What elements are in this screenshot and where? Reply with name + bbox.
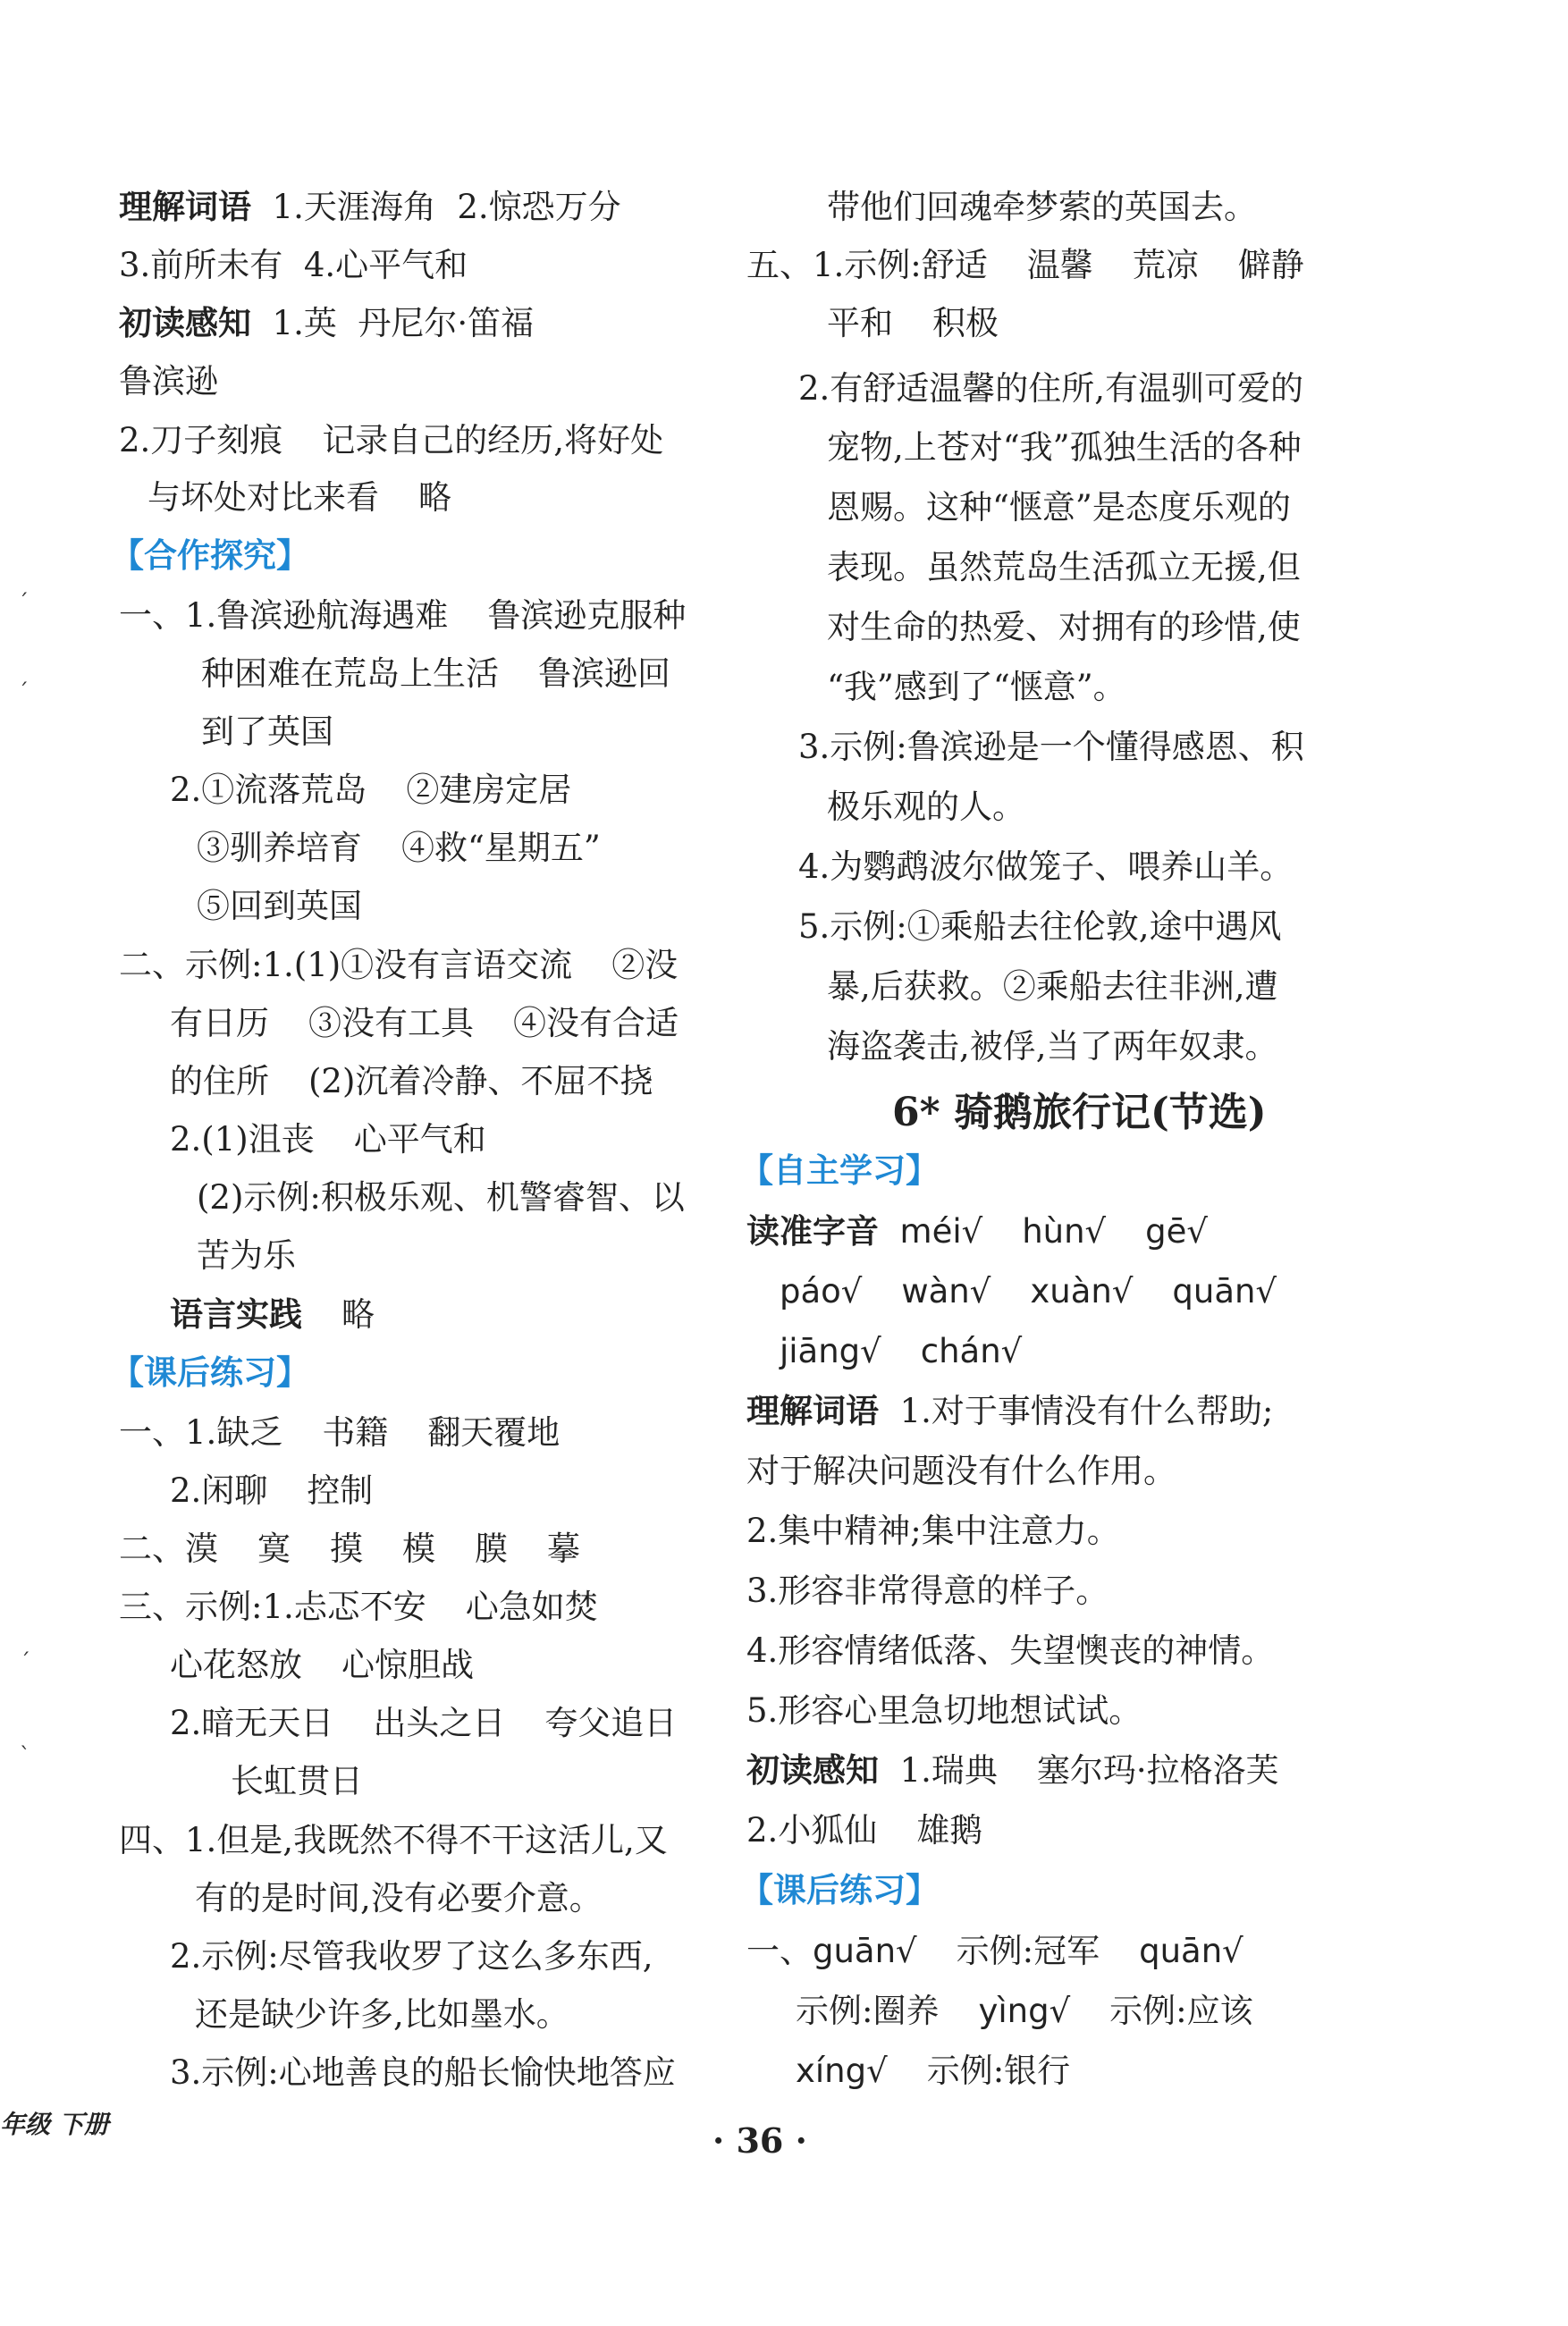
label-chudu: 初读感知 bbox=[119, 304, 251, 342]
right-line-27: 一、guān√ 示例:冠军 quān√ bbox=[746, 1932, 1243, 1970]
right-line-22: 3.形容非常得意的样子。 bbox=[746, 1572, 1109, 1610]
right-line-21: 2.集中精神;集中注意力。 bbox=[746, 1512, 1120, 1550]
left-line-19: 语言实践 略 bbox=[170, 1295, 375, 1334]
left-line-21: 2.闲聊 控制 bbox=[170, 1471, 374, 1510]
left-line-25: 2.暗无天日 出头之日 夸父追日 bbox=[170, 1704, 678, 1742]
left-line-12: ⑤回到英国 bbox=[197, 887, 362, 925]
section-kehoulianxi-right: 【课后练习】 bbox=[740, 1871, 939, 1909]
grade-label: 年级 下册 bbox=[0, 2110, 109, 2139]
left-line-23: 三、示例:1.忐忑不安 心急如焚 bbox=[119, 1588, 598, 1626]
left-line-28: 有的是时间,没有必要介意。 bbox=[195, 1879, 603, 1917]
right-line-3: 平和 积极 bbox=[827, 304, 999, 342]
right-line-9: “我”感到了“惬意”。 bbox=[827, 668, 1126, 706]
margin-mark: ˋ bbox=[20, 1743, 30, 1768]
left-line-17: (2)示例:积极乐观、机警睿智、以 bbox=[197, 1178, 685, 1217]
label-lijieciyu: 理解词语 bbox=[119, 188, 251, 226]
right-line-2: 五、1.示例:舒适 温馨 荒凉 僻静 bbox=[746, 246, 1304, 284]
lesson-title: 6* 骑鹅旅行记(节选) bbox=[892, 1090, 1267, 1135]
page-number: · 36 · bbox=[712, 2120, 807, 2161]
left-line-30: 还是缺少许多,比如墨水。 bbox=[195, 1995, 569, 2034]
left-line-14: 有日历 ③没有工具 ④没有合适 bbox=[170, 1004, 679, 1042]
right-line-26: 2.小狐仙 雄鹅 bbox=[746, 1811, 983, 1850]
left-line-29: 2.示例:尽管我收罗了这么多东西, bbox=[170, 1937, 653, 1976]
left-line-9: 到了英国 bbox=[201, 712, 333, 751]
left-line-26: 长虹贯日 bbox=[231, 1762, 363, 1800]
left-line-7: 一、1.鲁滨逊航海遇难 鲁滨逊克服种 bbox=[119, 596, 687, 635]
right-line-15: 海盗袭击,被俘,当了两年奴隶。 bbox=[827, 1027, 1278, 1066]
right-line-17: páo√ wàn√ xuàn√ quān√ bbox=[780, 1272, 1277, 1310]
left-line-22: 二、漠 寞 摸 模 膜 摹 bbox=[119, 1530, 580, 1568]
right-line-28: 示例:圈养 yìng√ 示例:应该 bbox=[796, 1992, 1253, 2030]
right-line-29: xíng√ 示例:银行 bbox=[796, 2052, 1071, 2090]
left-line-3: 初读感知 1.英 丹尼尔·笛福 bbox=[119, 304, 535, 342]
left-line-31: 3.示例:心地善良的船长愉快地答应 bbox=[170, 2053, 676, 2092]
right-line-12: 4.为鹦鹉波尔做笼子、喂养山羊。 bbox=[798, 847, 1294, 886]
left-line-5: 2.刀子刻痕 记录自己的经历,将好处 bbox=[119, 421, 664, 459]
right-line-25: 初读感知 1.瑞典 塞尔玛·拉格洛芙 bbox=[746, 1751, 1279, 1790]
left-line-11: ③驯养培育 ④救“星期五” bbox=[197, 829, 601, 867]
right-line-7: 表现。虽然荒岛生活孤立无援,但 bbox=[827, 548, 1301, 586]
right-line-10: 3.示例:鲁滨逊是一个懂得感恩、积 bbox=[798, 728, 1304, 766]
label-yuyanshijian: 语言实践 bbox=[170, 1295, 302, 1334]
left-line-10: 2.①流落荒岛 ②建房定居 bbox=[170, 771, 572, 809]
margin-mark: ˊ bbox=[20, 1649, 30, 1674]
left-line-8: 种困难在荒岛上生活 鲁滨逊回 bbox=[201, 654, 670, 693]
margin-mark: ˊ bbox=[18, 590, 29, 615]
left-line-4: 鲁滨逊 bbox=[119, 362, 218, 400]
right-line-19: 理解词语 1.对于事情没有什么帮助; bbox=[746, 1392, 1274, 1430]
right-line-11: 极乐观的人。 bbox=[827, 788, 1025, 826]
right-line-1: 带他们回魂牵梦萦的英国去。 bbox=[827, 188, 1257, 226]
label-lijieciyu-right: 理解词语 bbox=[746, 1392, 879, 1430]
right-line-6: 恩赐。这种“惬意”是态度乐观的 bbox=[827, 488, 1291, 527]
label-duzhunziyin: 读准字音 bbox=[746, 1212, 879, 1251]
left-line-27: 四、1.但是,我既然不得不干这活儿,又 bbox=[119, 1821, 668, 1859]
right-line-4: 2.有舒适温馨的住所,有温驯可爱的 bbox=[798, 369, 1304, 408]
label-chudu-right: 初读感知 bbox=[746, 1751, 879, 1790]
left-line-6: 与坏处对比来看 略 bbox=[148, 478, 451, 517]
right-line-20: 对于解决问题没有什么作用。 bbox=[746, 1452, 1176, 1490]
left-line-20: 一、1.缺乏 书籍 翻天覆地 bbox=[119, 1413, 561, 1452]
section-zizhuxuexi: 【自主学习】 bbox=[740, 1151, 939, 1190]
right-line-14: 暴,后获救。②乘船去往非洲,遭 bbox=[827, 967, 1278, 1006]
left-line-18: 苦为乐 bbox=[197, 1236, 296, 1275]
left-line-15: 的住所 (2)沉着冷静、不屈不挠 bbox=[170, 1062, 653, 1100]
right-line-16: 读准字音 méi√ hùn√ gē√ bbox=[746, 1212, 1208, 1251]
left-line-13: 二、示例:1.(1)①没有言语交流 ②没 bbox=[119, 946, 679, 984]
left-line-1: 理解词语 1.天涯海角 2.惊恐万分 bbox=[119, 188, 621, 226]
left-line-16: 2.(1)沮丧 心平气和 bbox=[170, 1120, 486, 1159]
right-line-24: 5.形容心里急切地想试试。 bbox=[746, 1691, 1142, 1730]
right-line-8: 对生命的热爱、对拥有的珍惜,使 bbox=[827, 608, 1301, 646]
right-line-18: jiāng√ chán√ bbox=[780, 1332, 1023, 1370]
section-kehoulianxi-left: 【课后练习】 bbox=[111, 1353, 309, 1392]
right-line-13: 5.示例:①乘船去往伦敦,途中遇风 bbox=[798, 907, 1282, 946]
margin-mark: ˊ bbox=[18, 679, 29, 704]
right-line-5: 宠物,上苍对“我”孤独生活的各种 bbox=[827, 428, 1302, 467]
left-line-24: 心花怒放 心惊胆战 bbox=[170, 1646, 474, 1684]
right-line-23: 4.形容情绪低落、失望懊丧的神情。 bbox=[746, 1631, 1275, 1670]
section-hezuotanjiu: 【合作探究】 bbox=[111, 536, 309, 575]
left-line-2: 3.前所未有 4.心平气和 bbox=[119, 246, 468, 284]
